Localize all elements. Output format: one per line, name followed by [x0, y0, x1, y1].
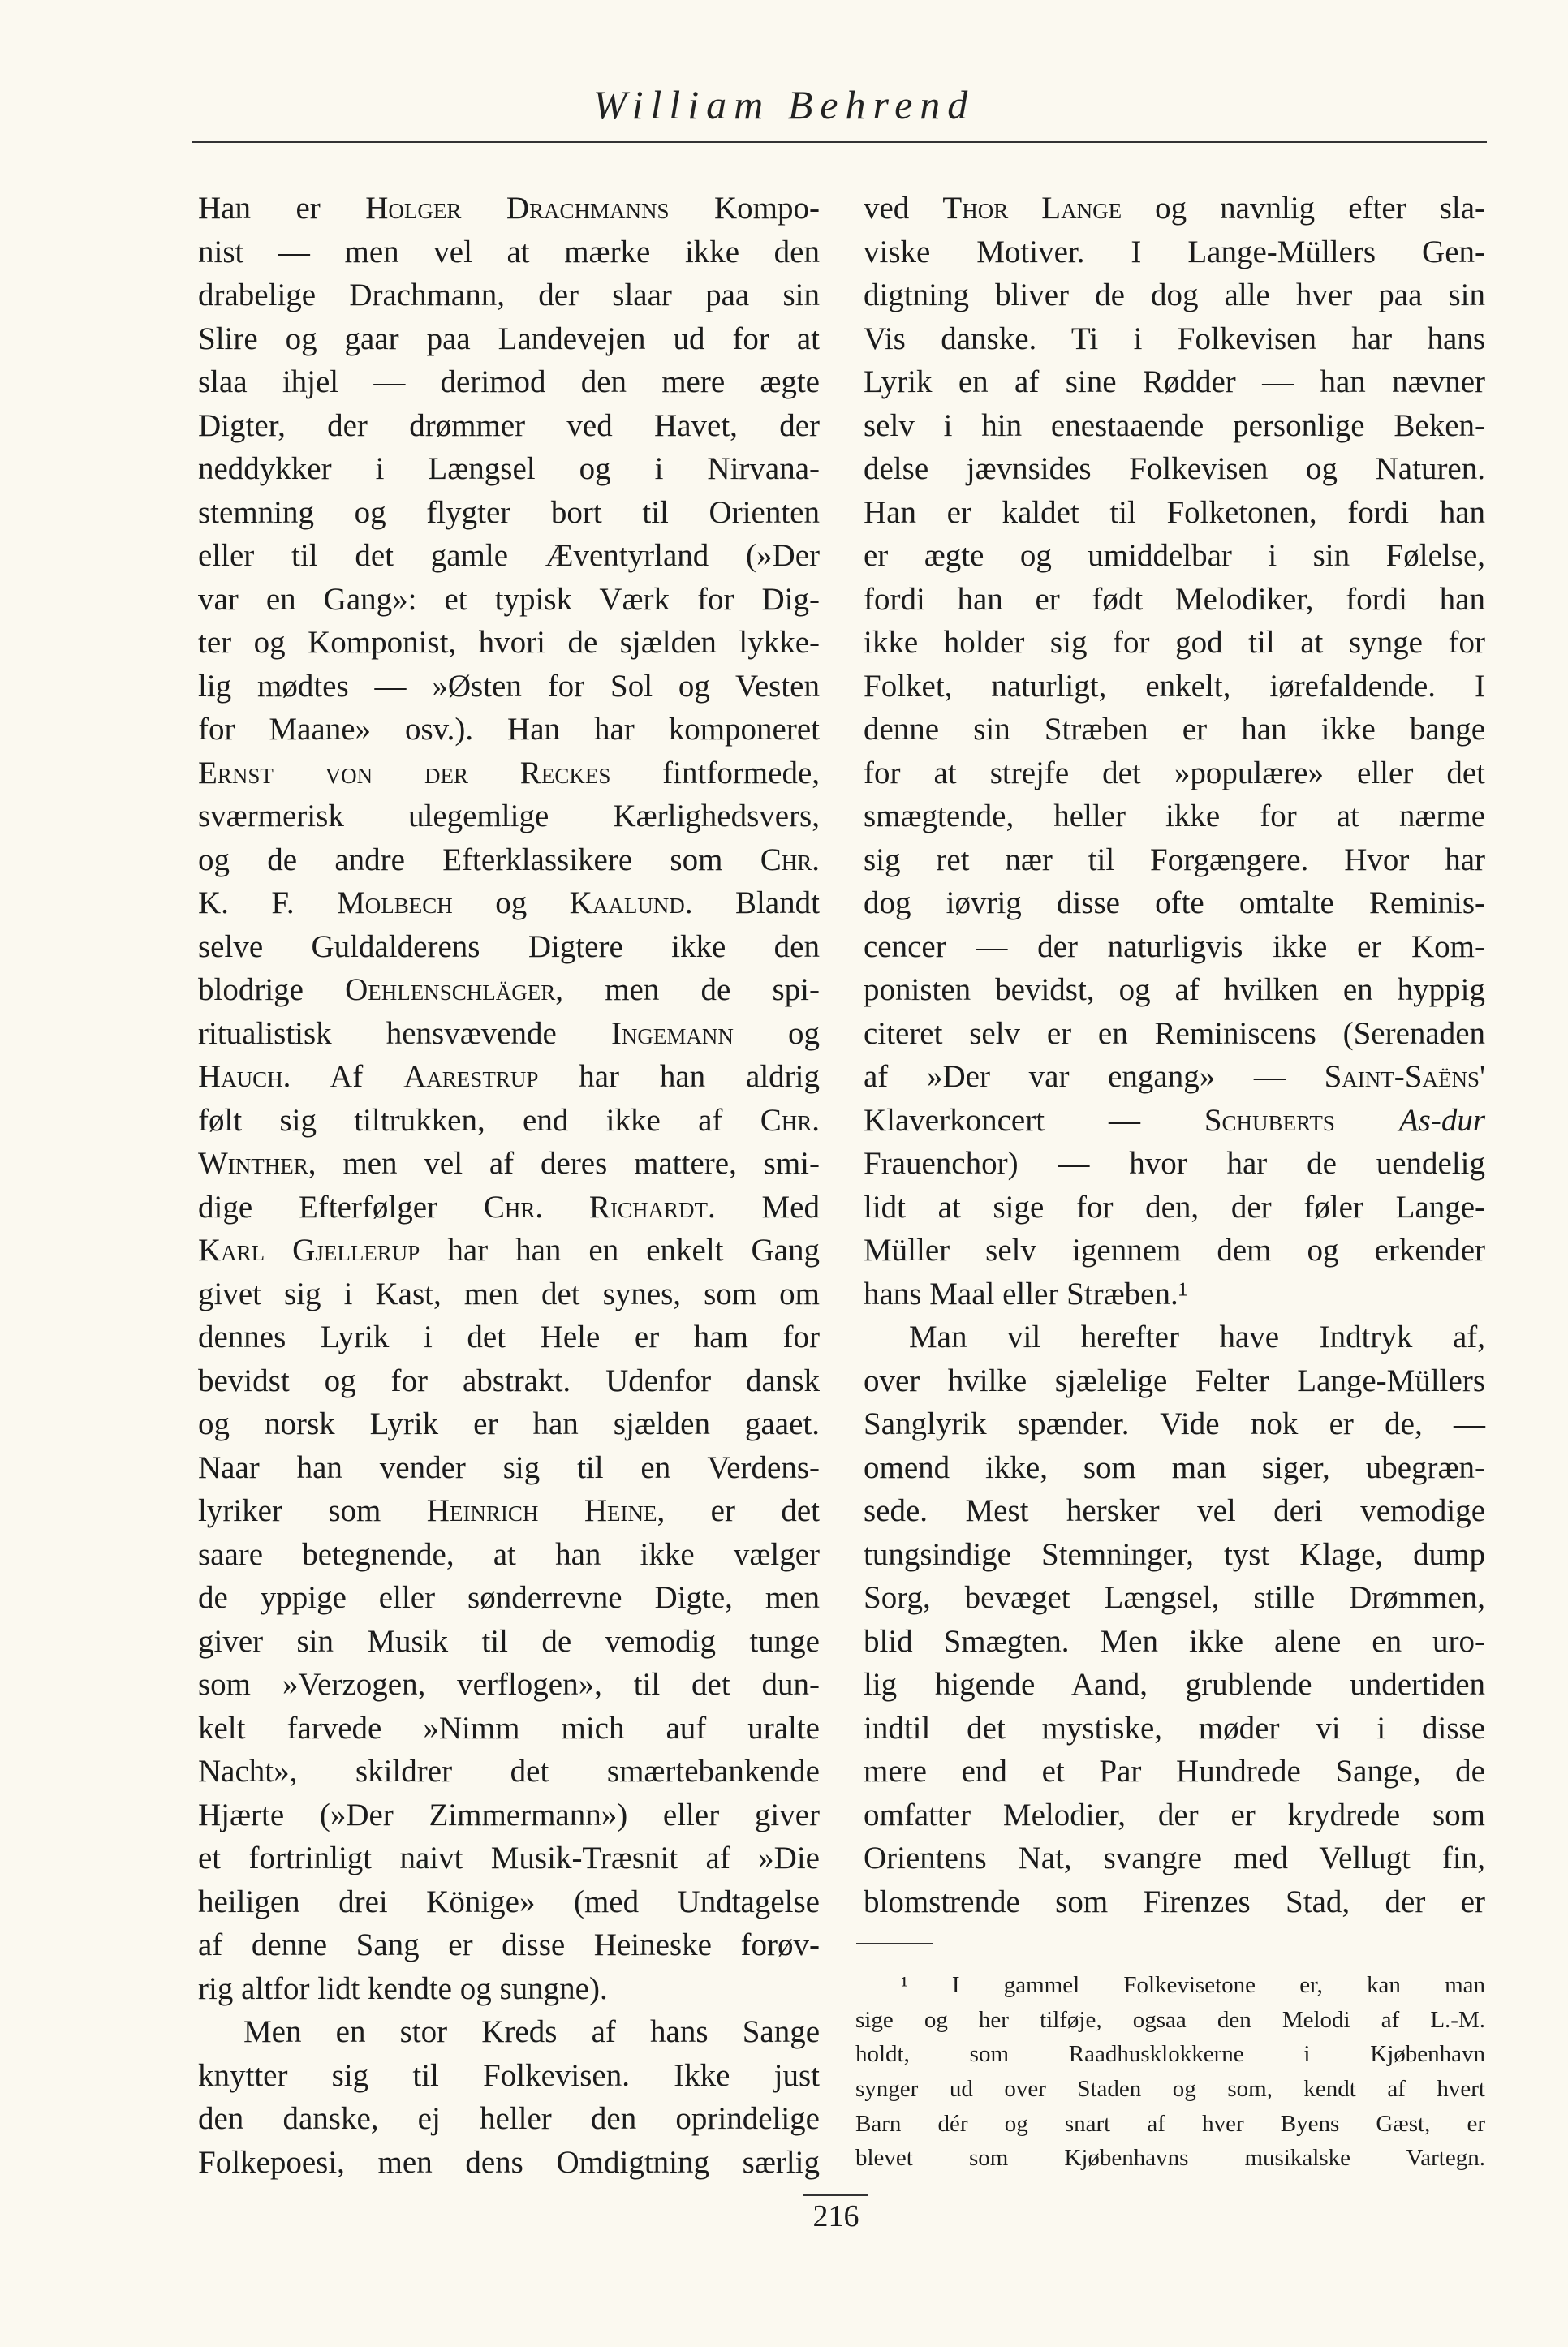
text-line: [198, 838, 820, 882]
text-line: [855, 2037, 1485, 2072]
text-line: [198, 534, 820, 578]
text-segment: for at strejfe det »populære» eller det: [864, 755, 1485, 790]
text-line: [864, 360, 1485, 404]
small-caps-name: Chr. Richardt: [483, 1189, 708, 1225]
text-line: [198, 751, 820, 795]
small-caps-name: Saint-Saëns': [1324, 1059, 1485, 1094]
text-segment: Frauenchor) — hvor har de uendelig: [864, 1146, 1485, 1181]
small-caps-name: Chr.: [760, 1102, 820, 1138]
text-segment: Man vil herefter have Indtryk af,: [909, 1320, 1485, 1354]
text-line: [198, 1967, 820, 2011]
text-line: [198, 360, 820, 404]
text-line: [198, 2054, 820, 2098]
text-segment: blid Smægten. Men ikke alene en uro-: [864, 1623, 1485, 1659]
text-segment: bevidst og for abstrakt. Udenfor dansk: [198, 1363, 820, 1398]
text-line: [864, 1316, 1485, 1359]
text-segment: sværmerisk ulegemlige Kærlighedsvers,: [198, 799, 820, 833]
text-line: [198, 1663, 820, 1707]
text-line: [198, 578, 820, 622]
text-segment: Hjærte (»Der Zimmermann») eller giver: [198, 1797, 820, 1832]
text-line: [198, 925, 820, 969]
text-line: [198, 187, 820, 230]
text-segment: følt sig tiltrukken, end ikke af: [198, 1102, 760, 1138]
text-segment: over hvilke sjælelige Felter Lange-Müllers: [864, 1363, 1485, 1398]
text-line: [198, 404, 820, 448]
text-segment: . Med: [707, 1189, 820, 1225]
text-line: [864, 534, 1485, 578]
text-line: [864, 1750, 1485, 1794]
small-caps-name: Kaalund: [569, 885, 685, 920]
text-line: [864, 1880, 1485, 1924]
text-segment: heiligen drei Könige» (med Undtagelse: [198, 1884, 820, 1919]
small-caps-name: Ingemann: [610, 1015, 734, 1051]
text-segment: , men vel af deres mattere, smi-: [308, 1146, 820, 1181]
left-column: [198, 187, 820, 2184]
small-caps-name: Aarestrup: [403, 1059, 539, 1094]
text-line: [198, 273, 820, 317]
text-segment: og de andre Efterklassikere som: [198, 842, 760, 877]
text-line: [198, 1229, 820, 1273]
text-segment: lig higende Aand, grublende undertiden: [864, 1667, 1485, 1702]
text-line: [198, 2010, 820, 2054]
text-segment: Men en stor Kreds af hans Sange: [243, 2014, 820, 2049]
small-caps-name: Karl Gjellerup: [198, 1233, 420, 1268]
small-caps-name: Schuberts: [1204, 1102, 1335, 1138]
text-segment: Kompo-: [669, 191, 820, 226]
text-segment: sig ret nær til Forgængere. Hvor har: [864, 842, 1485, 877]
text-line: [864, 1229, 1485, 1273]
text-line: [198, 665, 820, 708]
text-segment: blodrige: [198, 972, 346, 1007]
text-segment: cencer — der naturligvis ikke er Kom-: [864, 928, 1485, 964]
text-segment: . Af: [282, 1059, 404, 1094]
text-segment: givet sig i Kast, men det synes, som om: [198, 1276, 820, 1311]
text-line: [198, 1402, 820, 1446]
text-line: [198, 968, 820, 1012]
text-line: [864, 881, 1485, 925]
text-line: [198, 1923, 820, 1967]
text-segment: knytter sig til Folkevisen. Ikke just: [198, 2057, 820, 2093]
text-segment: lig mødtes — »Østen for Sol og Vesten: [198, 668, 820, 704]
text-segment: Nacht», skildrer det smærtebankende: [198, 1754, 820, 1789]
text-line: [198, 1316, 820, 1359]
text-segment: selve Guldalderens Digtere ikke den: [198, 928, 820, 964]
text-segment: er ægte og umiddelbar i sin Følelse,: [864, 538, 1485, 573]
footnote-rule: [856, 1943, 933, 1944]
text-line: [864, 1533, 1485, 1577]
text-segment: slaa ihjel — derimod den mere ægte: [198, 364, 820, 399]
text-line: [198, 1707, 820, 1751]
text-segment: dennes Lyrik i det Hele er ham for: [198, 1320, 820, 1354]
small-caps-name: Ernst von der Reckes: [198, 755, 611, 790]
text-segment: Sanglyrik spænder. Vide nok er de, —: [864, 1406, 1485, 1441]
text-segment: dige Efterfølger: [198, 1189, 484, 1225]
text-segment: af »Der var engang» —: [864, 1059, 1325, 1094]
text-segment: Barn dér og snart af hver Byens Gæst, er: [855, 2110, 1485, 2137]
text-segment: synger ud over Staden og som, kendt af hvert: [855, 2076, 1485, 2103]
text-line: [198, 1794, 820, 1837]
text-segment: giver sin Musik til de vemodig tunge: [198, 1623, 820, 1659]
text-segment: Sorg, bevæget Længsel, stille Drømmen,: [864, 1580, 1485, 1615]
text-segment: Digter, der drømmer ved Havet, der: [198, 407, 820, 443]
text-segment: som »Verzogen, verflogen», til det dun-: [198, 1667, 820, 1702]
text-segment: blomstrende som Firenzes Stad, der er: [864, 1884, 1485, 1919]
text-segment: ritualistisk hensvævende: [198, 1015, 611, 1051]
small-caps-name: Heinrich Heine: [426, 1493, 657, 1528]
text-segment: og: [452, 885, 570, 920]
text-segment: Folket, naturligt, enkelt, iørefaldende. I: [864, 668, 1485, 704]
text-segment: , men de spi-: [555, 972, 820, 1007]
small-caps-name: K. F. Molbech: [198, 885, 453, 920]
text-segment: lyriker som: [198, 1493, 427, 1528]
text-line: [864, 1012, 1485, 1056]
text-line: [198, 2141, 820, 2185]
footnote: [855, 1968, 1485, 2176]
text-line: [198, 317, 820, 361]
text-line: [864, 1186, 1485, 1229]
text-segment: tungsindige Stemninger, tyst Klage, dump: [864, 1536, 1485, 1572]
text-segment: eller til det gamle Æventyrland (»Der: [198, 538, 820, 573]
text-line: [864, 1273, 1485, 1316]
text-segment: mere end et Par Hundrede Sange, de: [864, 1754, 1485, 1789]
text-segment: nist — men vel at mærke ikke den: [198, 234, 820, 269]
text-segment: for Maane» osv.). Han har komponeret: [198, 712, 820, 747]
text-line: [864, 795, 1485, 838]
text-segment: omfatter Melodier, der er krydrede som: [864, 1797, 1485, 1832]
text-segment: rig altfor lidt kendte og sungne).: [198, 1970, 608, 2006]
text-segment: holdt, som Raadhusklokkerne i Kjøbenhavn: [855, 2041, 1485, 2068]
text-line: [198, 447, 820, 491]
text-line: [864, 1142, 1485, 1186]
text-line: [198, 1012, 820, 1056]
text-segment: sede. Mest hersker vel deri vemodige: [864, 1493, 1485, 1528]
text-segment: dog iøvrig disse ofte omtalte Reminis-: [864, 885, 1485, 920]
text-segment: ¹ I gammel Folkevisetone er, kan man: [901, 1972, 1485, 1998]
small-caps-name: Chr.: [760, 842, 820, 877]
text-line: [864, 708, 1485, 751]
text-segment: Vis danske. Ti i Folkevisen har hans: [864, 321, 1485, 356]
text-line: [198, 1620, 820, 1664]
text-segment: selv i hin enestaaende personlige Beken-: [864, 407, 1485, 443]
text-segment: Orientens Nat, svangre med Vellugt fin,: [864, 1841, 1485, 1875]
text-segment: . Blandt: [684, 885, 820, 920]
text-segment: stemning og flygter bort til Orienten: [198, 494, 820, 530]
text-line: [198, 795, 820, 838]
small-caps-name: Holger Drachmanns: [365, 191, 670, 226]
running-head: William Behrend: [592, 82, 976, 127]
text-line: [198, 1055, 820, 1099]
text-line: [864, 1837, 1485, 1880]
text-segment: saare betegnende, at han ikke vælger: [198, 1536, 820, 1572]
text-line: [864, 491, 1485, 535]
text-line: [198, 1186, 820, 1229]
text-line: [864, 621, 1485, 665]
text-segment: ved: [864, 191, 943, 226]
text-line: [864, 1707, 1485, 1751]
text-segment: omend ikke, som man siger, ubegræn-: [864, 1449, 1485, 1485]
text-segment: ter og Komponist, hvori de sjælden lykke-: [198, 625, 820, 660]
text-segment: hans Maal eller Stræben.¹: [864, 1276, 1188, 1311]
text-segment: Han er kaldet til Folketonen, fordi han: [864, 494, 1485, 530]
text-line: [198, 491, 820, 535]
text-line: [198, 1576, 820, 1620]
text-line: [864, 1359, 1485, 1403]
text-line: [198, 1099, 820, 1143]
text-line: [198, 621, 820, 665]
text-line: [855, 2072, 1485, 2107]
text-line: [864, 1794, 1485, 1837]
text-segment: fintformede,: [610, 755, 821, 790]
page-number: 216: [803, 2194, 868, 2237]
text-line: [864, 1620, 1485, 1664]
text-segment: og norsk Lyrik er han sjælden gaaet.: [198, 1406, 820, 1441]
text-segment: blevet som Kjøbenhavns musikalske Vartegn.: [855, 2145, 1485, 2172]
text-segment: Han er: [198, 191, 366, 226]
text-line: [198, 2097, 820, 2141]
text-line: [864, 1402, 1485, 1446]
text-segment: Naar han vender sig til en Verdens-: [198, 1449, 820, 1485]
text-line: [198, 1880, 820, 1924]
text-line: [864, 404, 1485, 448]
text-segment: Lyrik en af sine Rødder — han nævner: [864, 364, 1485, 399]
text-line: [198, 230, 820, 274]
text-segment: drabelige Drachmann, der slaar paa sin: [198, 278, 820, 312]
text-line: [198, 1489, 820, 1533]
text-line: [864, 273, 1485, 317]
text-segment: et fortrinligt naivt Musik-Træsnit af »Die: [198, 1841, 820, 1875]
text-line: [198, 1533, 820, 1577]
text-line: [864, 1489, 1485, 1533]
text-line: [864, 578, 1485, 622]
text-segment: indtil det mystiske, møder vi i disse: [864, 1710, 1485, 1746]
text-segment: Folkepoesi, men dens Omdigtning særlig: [198, 2144, 820, 2180]
text-segment: og navnlig efter sla-: [1122, 191, 1486, 226]
text-line: [198, 1837, 820, 1880]
text-line: [864, 1663, 1485, 1707]
text-line: [198, 881, 820, 925]
italic-text: As-dur: [1398, 1102, 1485, 1138]
text-segment: de yppige eller sønderrevne Digte, men: [198, 1580, 820, 1615]
text-segment: delse jævnsides Folkevisen og Naturen.: [864, 451, 1485, 486]
text-segment: [1335, 1103, 1399, 1138]
text-line: [198, 1446, 820, 1490]
text-line: [855, 2003, 1485, 2038]
text-segment: digtning bliver de dog alle hver paa sin: [864, 278, 1485, 312]
text-line: [864, 925, 1485, 969]
right-column: [864, 187, 1485, 1923]
text-segment: lidt at sige for den, der føler Lange-: [864, 1189, 1485, 1225]
text-segment: Müller selv igennem dem og erkender: [864, 1233, 1485, 1268]
text-line: [198, 1359, 820, 1403]
text-segment: ikke holder sig for god til at synge for: [864, 625, 1485, 660]
text-line: [855, 2107, 1485, 2142]
text-segment: Slire og gaar paa Landevejen ud for at: [198, 321, 820, 356]
text-line: [855, 1968, 1485, 2003]
text-line: [864, 838, 1485, 882]
text-segment: og: [733, 1015, 820, 1051]
text-segment: neddykker i Længsel og i Nirvana-: [198, 451, 820, 486]
text-line: [198, 1273, 820, 1316]
text-line: [864, 1055, 1485, 1099]
text-segment: har han aldrig: [538, 1059, 820, 1094]
text-segment: smægtende, heller ikke for at nærme: [864, 799, 1485, 833]
text-segment: ponisten bevidst, og af hvilken en hyppig: [864, 972, 1485, 1007]
header-rule: [192, 141, 1487, 143]
text-line: [864, 1576, 1485, 1620]
text-line: [198, 1750, 820, 1794]
text-segment: var en Gang»: et typisk Værk for Dig-: [198, 581, 820, 617]
text-segment: Klaverkoncert —: [864, 1102, 1204, 1138]
text-segment: har han en enkelt Gang: [420, 1233, 820, 1268]
text-line: [864, 968, 1485, 1012]
text-line: [864, 317, 1485, 361]
text-segment: kelt farvede »Nimm mich auf uralte: [198, 1710, 820, 1746]
text-line: [864, 751, 1485, 795]
text-segment: fordi han er født Melodiker, fordi han: [864, 581, 1485, 617]
text-segment: viske Motiver. I Lange-Müllers Gen-: [864, 234, 1485, 269]
text-line: [855, 2141, 1485, 2176]
text-segment: den danske, ej heller den oprindelige: [198, 2101, 820, 2136]
text-segment: af denne Sang er disse Heineske forøv-: [198, 1927, 820, 1962]
text-line: [864, 447, 1485, 491]
small-caps-name: Hauch: [198, 1059, 283, 1094]
text-segment: sige og her tilføje, ogsaa den Melodi af L.-M.: [855, 2006, 1485, 2033]
small-caps-name: Winther: [198, 1146, 308, 1181]
text-line: [864, 1099, 1485, 1143]
text-line: [198, 1142, 820, 1186]
text-segment: citeret selv er en Reminiscens (Serenaden: [864, 1015, 1485, 1051]
small-caps-name: Thor Lange: [942, 191, 1122, 226]
text-line: [864, 665, 1485, 708]
text-line: [198, 708, 820, 751]
text-line: [864, 187, 1485, 230]
text-line: [864, 1446, 1485, 1490]
small-caps-name: Oehlenschläger: [345, 972, 556, 1007]
text-line: [864, 230, 1485, 274]
text-segment: , er det: [657, 1493, 820, 1528]
text-segment: denne sin Stræben er han ikke bange: [864, 712, 1485, 747]
